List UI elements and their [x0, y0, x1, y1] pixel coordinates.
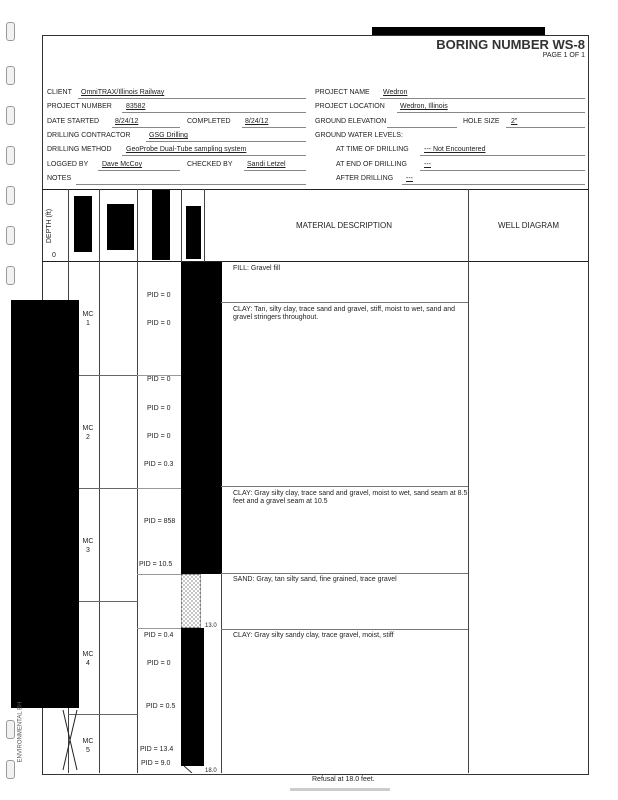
material-description: CLAY: Tan, silty clay, trace sand and gravel, stiff, moist to wet, sand and gravel stringers throughout. — [233, 306, 456, 321]
project-number-value: 83582 — [126, 103, 146, 110]
drilling-method-value: GeoProbe Dual-Tube sampling system — [126, 146, 247, 153]
project-location-label: PROJECT LOCATION — [315, 103, 385, 110]
notes-label: NOTES — [47, 175, 72, 182]
ground-water-label: GROUND WATER LEVELS: — [315, 132, 403, 139]
refusal-note: Refusal at 18.0 feet. — [312, 776, 375, 783]
material-description: CLAY: Gray silty sandy clay, trace gravel, moist, stiff — [233, 632, 394, 639]
logged-by-value: Dave McCoy — [102, 161, 143, 168]
binder-hole — [6, 106, 15, 125]
column-header-top-rule — [42, 189, 588, 190]
pid-reading: PID = 0 — [147, 405, 171, 412]
date-started-label: DATE STARTED — [47, 118, 100, 125]
at-time-value: --- Not Encountered — [424, 146, 486, 153]
material-description: SAND: Gray, tan silty sand, fine grained, trace gravel — [233, 576, 397, 583]
well-header: WELL DIAGRAM — [498, 221, 560, 230]
pid-reading: PID = 0.3 — [144, 461, 174, 468]
redacted-col-header — [74, 196, 92, 252]
pid-reading: PID = 0 — [147, 376, 171, 383]
logged-by-label: LOGGED BY — [47, 161, 89, 168]
at-end-value: --- — [424, 161, 431, 168]
pid-reading: PID = 0 — [147, 292, 171, 299]
redacted-graphic-log — [181, 628, 204, 766]
binder-hole — [6, 186, 15, 205]
project-number-label: PROJECT NUMBER — [47, 103, 112, 110]
redacted-col-header — [107, 204, 134, 250]
binder-hole — [6, 146, 15, 165]
hole-size-value: 2" — [511, 118, 518, 125]
material-header: MATERIAL DESCRIPTION — [296, 221, 393, 230]
project-name-value: Wedron — [383, 89, 408, 96]
drilling-contractor-value: GSG Drilling — [149, 132, 188, 139]
depth-mark: 18.0 — [205, 768, 217, 774]
drilling-method-label: DRILLING METHOD — [47, 146, 112, 153]
pid-reading: PID = 9.0 — [141, 760, 171, 767]
log-frame — [42, 35, 589, 775]
binder-hole — [6, 22, 15, 41]
hatch-mark — [184, 766, 202, 773]
pid-reading: PID = 13.4 — [140, 746, 174, 753]
footer-faint-line — [290, 788, 390, 791]
redaction-block — [11, 300, 79, 708]
at-time-label: AT TIME OF DRILLING — [336, 146, 409, 153]
depth-mark: 13.0 — [205, 623, 217, 629]
redacted-graphic-log — [181, 262, 222, 574]
material-description: FILL: Gravel fill — [233, 265, 281, 272]
binder-hole — [6, 760, 15, 779]
client-value: OmniTRAX/Illinois Railway — [81, 89, 165, 96]
boring-title: BORING NUMBER WS-8 — [436, 37, 585, 52]
pid-reading: PID = 0.4 — [144, 632, 174, 639]
date-started-value: 8/24/12 — [115, 118, 139, 125]
client-label: CLIENT — [47, 89, 72, 96]
material-description: CLAY: Gray silty clay, trace sand and gravel, moist to wet, sand seam at 8.5 feet and a gravel seam at 10.5 — [233, 490, 468, 505]
column-header-bottom-rule — [42, 261, 588, 262]
checked-by-label: CHECKED BY — [187, 161, 233, 168]
binder-hole — [6, 266, 15, 285]
after-drilling-value: --- — [406, 175, 413, 182]
sample-x-mark — [62, 708, 78, 772]
pid-reading: PID = 858 — [144, 518, 176, 525]
side-label: ENVIRONMENTAL BH — [17, 701, 24, 763]
sample-label: MC 3 — [82, 538, 94, 554]
sample-label: MC 2 — [82, 425, 94, 441]
sand-pattern — [181, 574, 201, 628]
checked-by-value: Sandi Letzel — [247, 161, 286, 168]
pid-reading: PID = 0 — [147, 320, 171, 327]
binder-hole — [6, 226, 15, 245]
project-location-value: Wedron, Illinois — [400, 103, 448, 110]
page-number: PAGE 1 OF 1 — [542, 52, 585, 59]
completed-value: 8/24/12 — [245, 118, 269, 125]
completed-label: COMPLETED — [187, 118, 231, 125]
sample-label: MC 1 — [82, 311, 94, 327]
redacted-col-header — [152, 190, 170, 260]
sample-label: MC 5 — [82, 738, 94, 754]
depth-header: DEPTH (ft) — [46, 208, 53, 244]
binder-hole — [6, 720, 15, 739]
after-drilling-label: AFTER DRILLING — [336, 175, 394, 182]
redacted-col-header — [186, 206, 201, 259]
pid-reading: PID = 0.5 — [146, 703, 176, 710]
pid-reading: PID = 10.5 — [139, 561, 173, 568]
sample-label: MC 4 — [82, 651, 94, 667]
pid-reading: PID = 0 — [147, 660, 171, 667]
hole-size-label: HOLE SIZE — [463, 118, 500, 125]
at-end-label: AT END OF DRILLING — [336, 161, 407, 168]
pid-reading: PID = 0 — [147, 433, 171, 440]
project-name-label: PROJECT NAME — [315, 89, 370, 96]
binder-hole — [6, 66, 15, 85]
ground-elevation-label: GROUND ELEVATION — [315, 118, 387, 125]
depth-zero: 0 — [52, 252, 56, 259]
drilling-contractor-label: DRILLING CONTRACTOR — [47, 132, 131, 139]
